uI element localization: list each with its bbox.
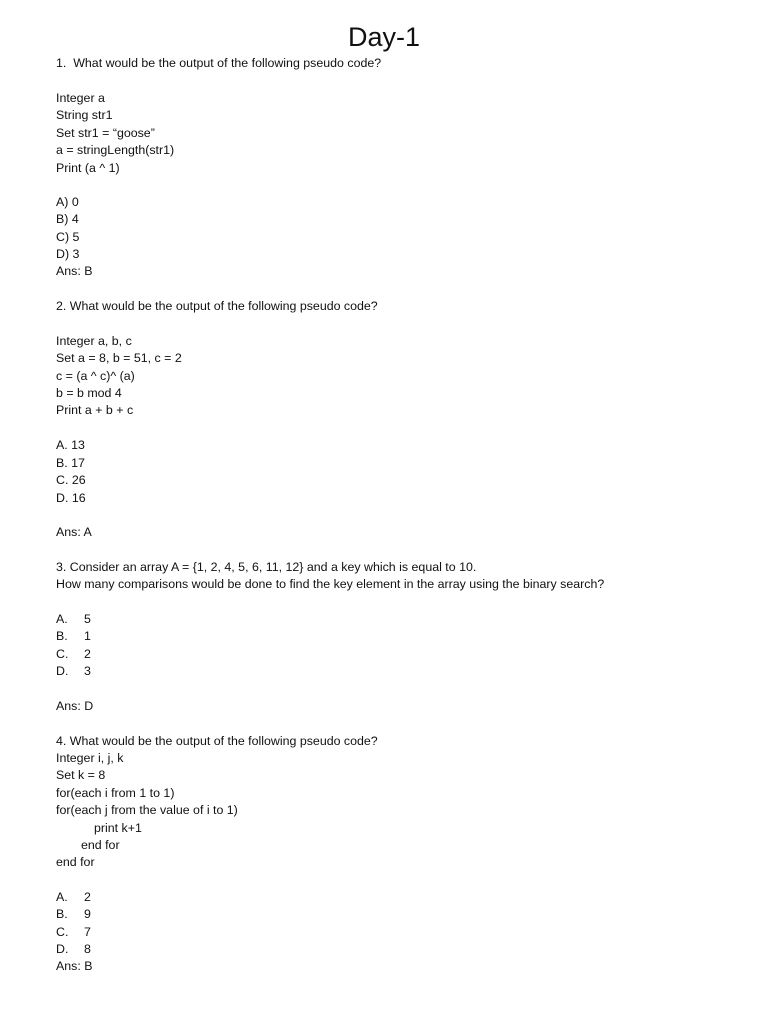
option-letter: B. (56, 907, 68, 921)
option-letter: B. (56, 629, 68, 643)
q4-code-line-5: print k+1 (94, 821, 142, 835)
option-letter: C. (56, 925, 69, 939)
q4-answer: Ans: B (56, 959, 93, 973)
q4-code-line-7: end for (56, 855, 95, 869)
q2-code-line-3: c = (a ^ c)^ (a) (56, 369, 135, 383)
q4-option-b (56, 906, 91, 923)
q2-option-d: D. 16 (56, 491, 86, 505)
q2-code-line-4: b = b mod 4 (56, 386, 122, 400)
page-title: Day-1 (347, 22, 421, 52)
q1-code-line-1: Integer a (56, 91, 105, 105)
q4-code-line-1: Integer i, j, k (56, 751, 124, 765)
q4-option-d (56, 941, 91, 958)
question-1-prompt: 1. What would be the output of the following pseudo code? (56, 56, 382, 70)
q1-option-c: C) 5 (56, 230, 80, 244)
q4-code-line-4: for(each j from the value of i to 1) (56, 803, 238, 817)
q1-option-a: A) 0 (56, 195, 79, 209)
question-3-prompt-continued: How many comparisons would be done to find the key element in the array using the binary search? (56, 577, 605, 591)
q1-code-line-2: String str1 (56, 108, 113, 122)
q2-option-b: B. 17 (56, 456, 85, 470)
option-letter: A. (56, 612, 68, 626)
q2-code-line-1: Integer a, b, c (56, 334, 132, 348)
option-value: 8 (84, 942, 91, 956)
q3-option-a (56, 611, 91, 628)
q4-option-a (56, 889, 91, 906)
q4-code-line-2: Set k = 8 (56, 768, 106, 782)
q2-code-line-2: Set a = 8, b = 51, c = 2 (56, 351, 182, 365)
question-2-prompt: 2. What would be the output of the following pseudo code? (56, 299, 378, 313)
option-value: 5 (84, 612, 91, 626)
q2-answer: Ans: A (56, 525, 92, 539)
q1-answer: Ans: B (56, 264, 93, 278)
option-value: 7 (84, 925, 91, 939)
q4-option-c (56, 924, 91, 941)
q1-code-line-5: Print (a ^ 1) (56, 161, 120, 175)
q3-answer: Ans: D (56, 699, 94, 713)
q4-code-line-6: end for (81, 838, 120, 852)
option-letter: D. (56, 942, 69, 956)
option-value: 9 (84, 907, 91, 921)
question-3-prompt: 3. Consider an array A = {1, 2, 4, 5, 6, 11, 12} and a key which is equal to 10. (56, 560, 477, 574)
q1-option-d: D) 3 (56, 247, 80, 261)
q2-code-line-5: Print a + b + c (56, 403, 134, 417)
option-value: 3 (84, 664, 91, 678)
option-value: 1 (84, 629, 91, 643)
q2-option-a: A. 13 (56, 438, 85, 452)
q3-option-d (56, 663, 91, 680)
q4-code-line-3: for(each i from 1 to 1) (56, 786, 175, 800)
q1-option-b: B) 4 (56, 212, 79, 226)
option-value: 2 (84, 647, 91, 661)
q2-option-c: C. 26 (56, 473, 86, 487)
option-value: 2 (84, 890, 91, 904)
option-letter: A. (56, 890, 68, 904)
q3-option-b (56, 628, 91, 645)
question-4-prompt: 4. What would be the output of the following pseudo code? (56, 734, 378, 748)
q1-code-line-4: a = stringLength(str1) (56, 143, 175, 157)
option-letter: D. (56, 664, 69, 678)
q1-code-line-3: Set str1 = “goose” (56, 126, 155, 140)
q3-option-c (56, 646, 91, 663)
option-letter: C. (56, 647, 69, 661)
